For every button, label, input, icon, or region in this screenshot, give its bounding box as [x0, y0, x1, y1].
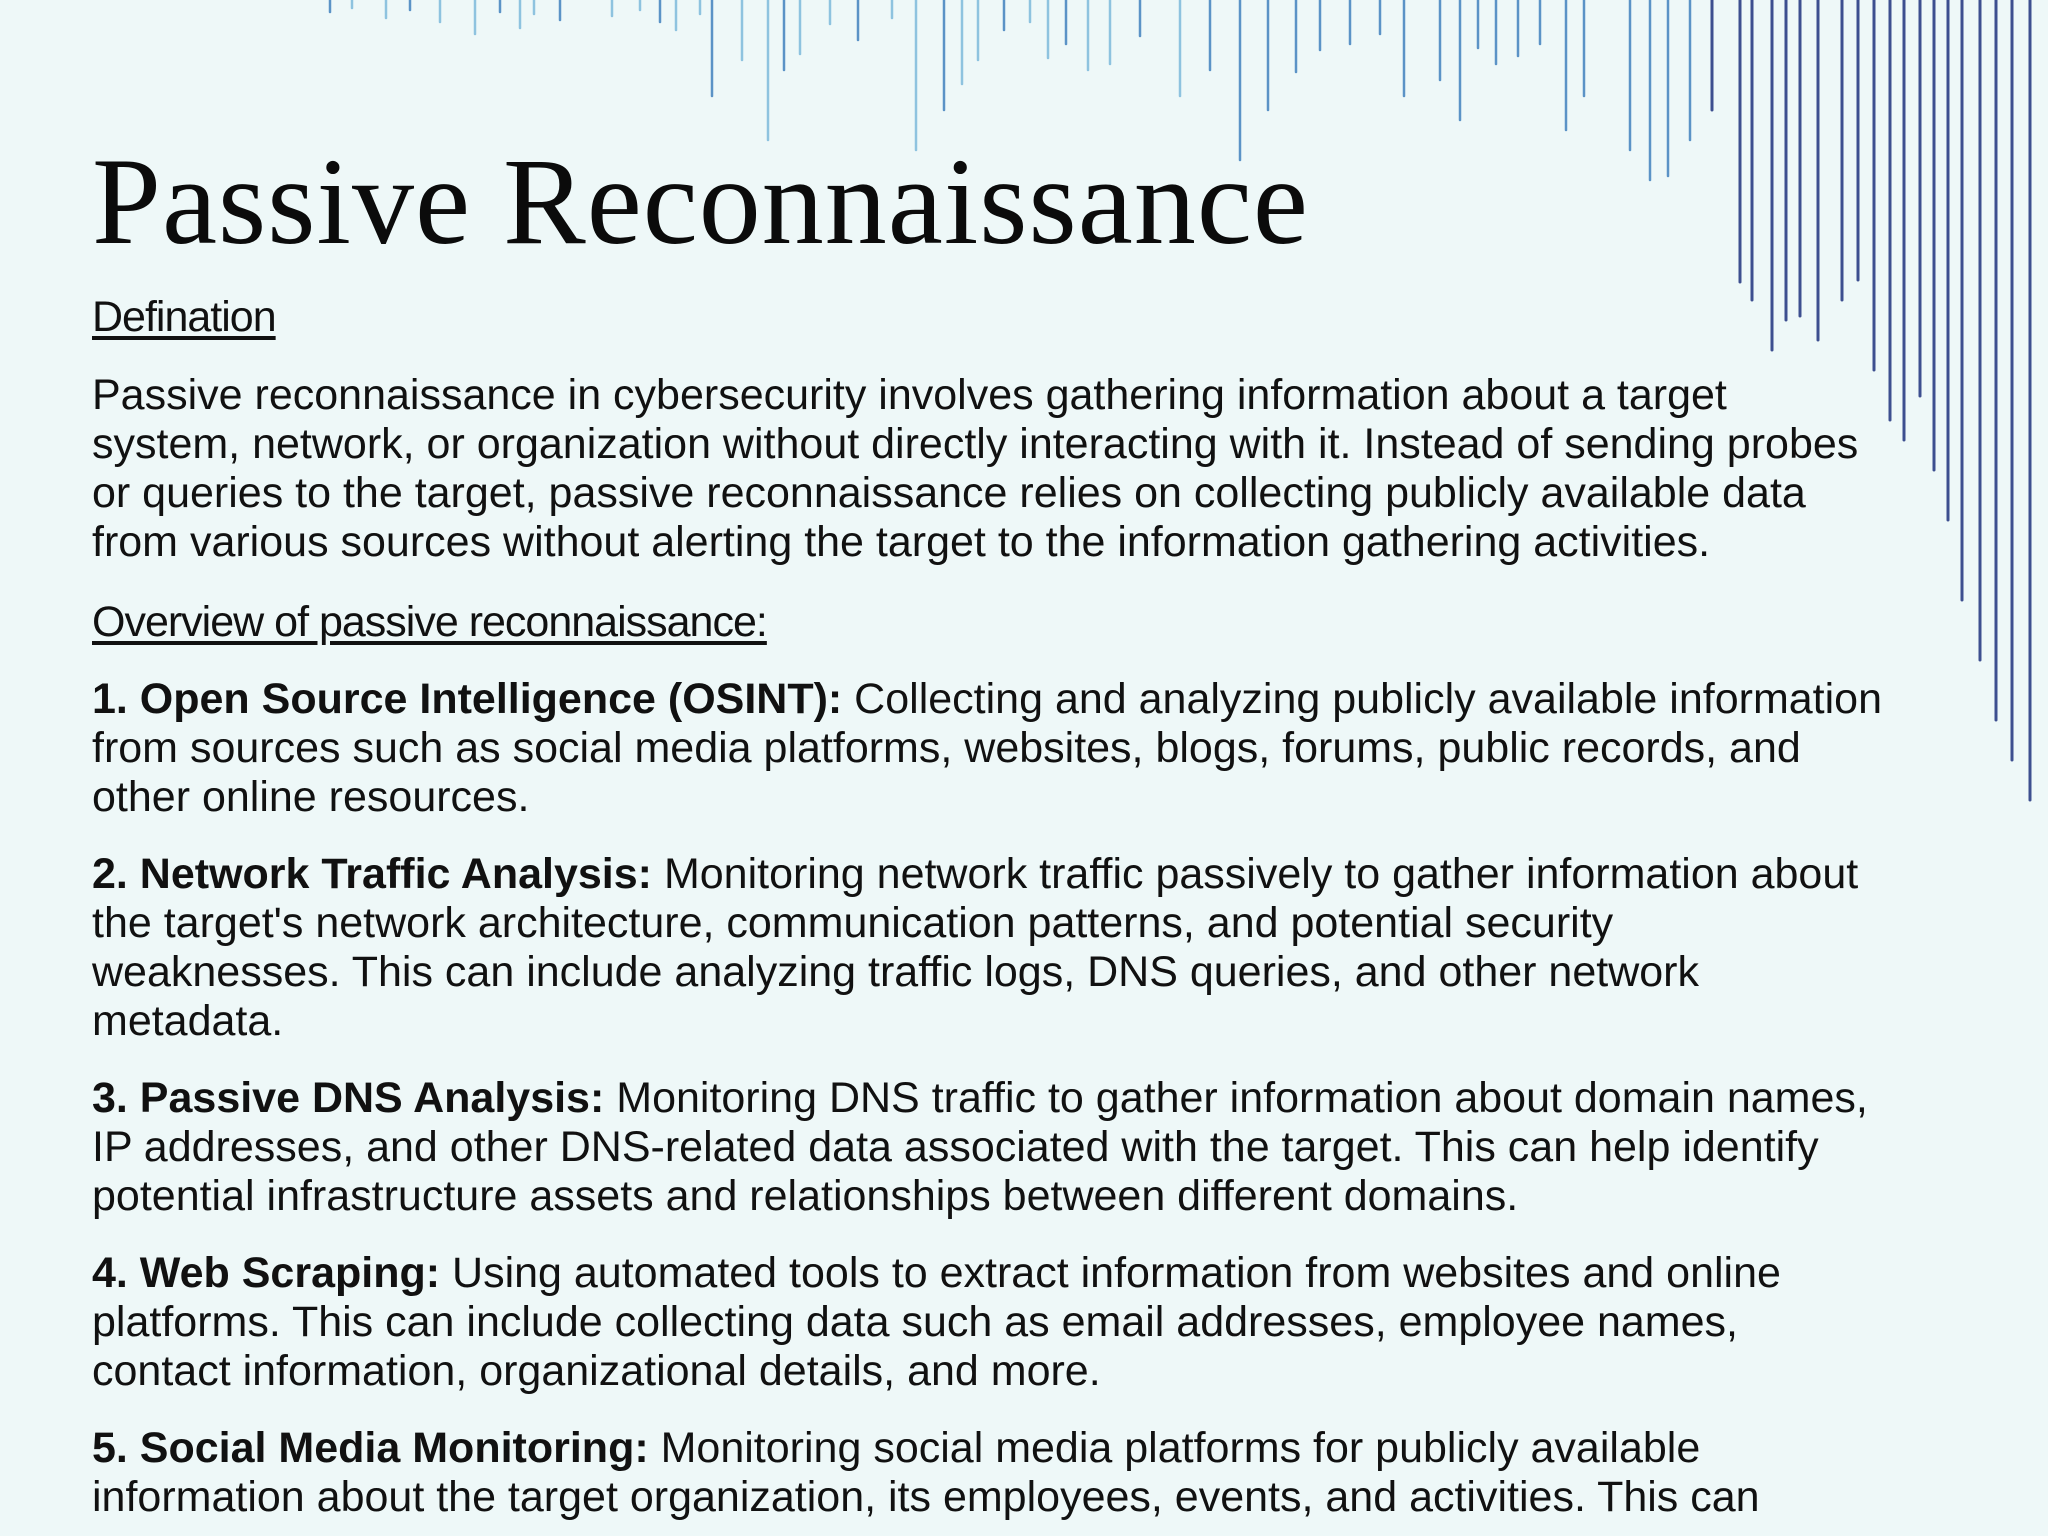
- definition-heading: Defination: [92, 293, 276, 341]
- overview-item-network-traffic: [92, 850, 1992, 1046]
- overview-item-text: Collecting and analyzing publicly available information from sources such as social media platforms, websites, blogs, forums, public records, and other online resources.: [92, 674, 1883, 821]
- overview-item-osint: [92, 675, 1992, 822]
- overview-item-label: 3. Passive DNS Analysis:: [92, 1073, 605, 1122]
- overview-item-social-media: [92, 1424, 1992, 1522]
- slide-content: [92, 133, 1992, 1522]
- overview-item-label: 2. Network Traffic Analysis:: [92, 849, 652, 898]
- overview-item-passive-dns: [92, 1074, 1992, 1221]
- overview-item-label: 5. Social Media Monitoring:: [92, 1423, 649, 1472]
- overview-item-label: 1. Open Source Intelligence (OSINT):: [92, 674, 843, 723]
- overview-item-label: 4. Web Scraping:: [92, 1248, 441, 1297]
- overview-item-text: Using automated tools to extract information from websites and online platforms. This can include collecting data such as email addresses, employee names, contact information, organizational details, and more.: [92, 1248, 1781, 1395]
- definition-paragraph: Passive reconnaissance in cybersecurity involves gathering information about a target system, network, or organization without directly interacting with it. Instead of sending probes or queries to the target, passive reconnaissance relies on collecting publicly available data from various sources without alerting the target to the information gathering activities.: [92, 371, 1859, 567]
- slide-title: Passive Reconnaissance: [92, 133, 1309, 270]
- overview-item-text: Monitoring DNS traffic to gather information about domain names, IP addresses, and other DNS-related data associated with the target. This can help identify potential infrastructure assets and relationships between different domains.: [92, 1073, 1868, 1220]
- overview-item-text: Monitoring social media platforms for publicly available information about the target organization, its employees, events, and activities. This can: [92, 1423, 1760, 1521]
- overview-item-text: Monitoring network traffic passively to gather information about the target's network architecture, communication patterns, and potential security weaknesses. This can include analyzing traffic logs, DNS queries, and other network metadata.: [92, 849, 1859, 1045]
- overview-heading: Overview of passive reconnaissance:: [92, 598, 767, 647]
- overview-item-web-scraping: [92, 1249, 1992, 1396]
